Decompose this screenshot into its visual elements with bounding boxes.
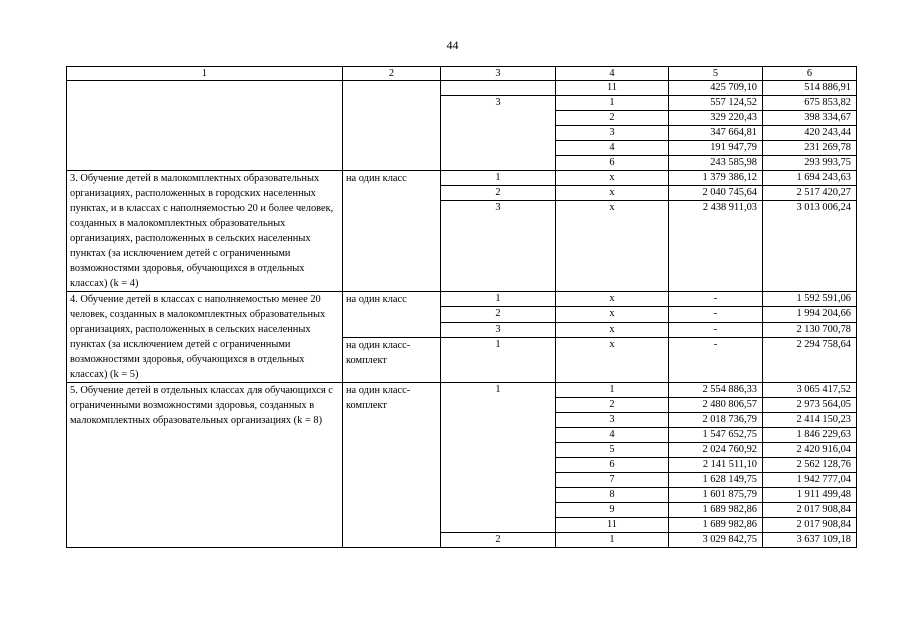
table-row (67, 383, 857, 398)
table-row (67, 171, 857, 186)
row-basis: на один класс-комплект (343, 337, 441, 382)
cell-c5: 1 628 149,75 (669, 473, 763, 488)
row-description: 4. Обучение детей в классах с наполняемостью менее 20 человек, созданных в малокомплектных образовательных организациях, расположенных в сельских населенных пунктах (за исключением детей с ограниченными возможностями здоровья, обучающихся в отдельных классах) (k = 5) (67, 292, 343, 383)
cell-c4: 3 (556, 413, 669, 428)
col-header: 1 (67, 67, 343, 81)
cell-c5: - (669, 307, 763, 322)
cell-c5: 1 601 875,79 (669, 488, 763, 503)
cell-c4: х (556, 322, 669, 337)
cell-c6: 2 562 128,76 (763, 458, 857, 473)
cell-c4: 11 (556, 518, 669, 533)
cell-c6: 1 911 499,48 (763, 488, 857, 503)
cell-c6: 2 017 908,84 (763, 518, 857, 533)
cell-c6: 3 065 417,52 (763, 383, 857, 398)
cell-c5: - (669, 337, 763, 382)
cell-c3 (441, 503, 556, 518)
cell-c4: х (556, 186, 669, 201)
cell-c5: 1 547 652,75 (669, 428, 763, 443)
cell-c4: 6 (556, 156, 669, 171)
cell-c5: 2 438 911,03 (669, 201, 763, 292)
cell-c3 (441, 443, 556, 458)
cell-c5: 191 947,79 (669, 141, 763, 156)
cell-c3 (441, 413, 556, 428)
cell-c4: х (556, 337, 669, 382)
cell-c3: 1 (441, 337, 556, 382)
cell-c6: 1 694 243,63 (763, 171, 857, 186)
cell-c4: х (556, 171, 669, 186)
continued-basis-cell (343, 81, 441, 171)
cell-c3: 2 (441, 186, 556, 201)
cell-c6: 1 846 229,63 (763, 428, 857, 443)
cell-c6: 2 420 916,04 (763, 443, 857, 458)
cell-c6: 420 243,44 (763, 126, 857, 141)
cell-c5: 329 220,43 (669, 111, 763, 126)
cell-c3: 1 (441, 292, 556, 307)
row-basis: на один класс-комплект (343, 383, 441, 548)
cell-c6: 3 013 006,24 (763, 201, 857, 292)
cell-c5: 425 709,10 (669, 81, 763, 96)
col-header: 3 (441, 67, 556, 81)
cell-c4: 6 (556, 458, 669, 473)
cell-c4: 1 (556, 533, 669, 548)
cell-c5: 1 689 982,86 (669, 503, 763, 518)
cell-c5: 2 024 760,92 (669, 443, 763, 458)
cell-c6: 293 993,75 (763, 156, 857, 171)
cell-c5: 2 040 745,64 (669, 186, 763, 201)
cell-c6: 514 886,91 (763, 81, 857, 96)
cell-c6: 2 294 758,64 (763, 337, 857, 382)
cell-c6: 2 017 908,84 (763, 503, 857, 518)
col-header: 5 (669, 67, 763, 81)
cell-c5: 243 585,98 (669, 156, 763, 171)
cell-c3: 2 (441, 533, 556, 548)
cell-c5: 2 141 511,10 (669, 458, 763, 473)
cell-c5: 1 379 386,12 (669, 171, 763, 186)
cell-c4: 9 (556, 503, 669, 518)
cell-c5: 2 018 736,79 (669, 413, 763, 428)
cell-c3: 1 (441, 171, 556, 186)
cell-c3 (441, 488, 556, 503)
cell-c6: 2 973 564,05 (763, 398, 857, 413)
cell-c3 (441, 81, 556, 96)
cell-c6: 675 853,82 (763, 96, 857, 111)
row-description: 3. Обучение детей в малокомплектных образовательных организациях, расположенных в городских населенных пунктах, и в классах с наполняемостью 20 и более человек, созданных в малокомплектных образовательных организациях, расположенных в сельских населенных пунктах (за исключением детей с ограниченными возможностями здоровья, обучающихся в отдельных классах) (k = 4) (67, 171, 343, 292)
continued-description-cell (67, 81, 343, 171)
cell-c4: 7 (556, 473, 669, 488)
row-basis: на один класс (343, 171, 441, 292)
cell-c6: 2 414 150,23 (763, 413, 857, 428)
col-header: 4 (556, 67, 669, 81)
cell-c4: 4 (556, 428, 669, 443)
table-row (67, 292, 857, 307)
cell-c3 (441, 458, 556, 473)
cell-c3 (441, 473, 556, 488)
cell-c4: 2 (556, 111, 669, 126)
cell-c4: 5 (556, 443, 669, 458)
cell-c3 (441, 126, 556, 141)
cell-c3 (441, 141, 556, 156)
cell-c6: 1 942 777,04 (763, 473, 857, 488)
row-description: 5. Обучение детей в отдельных классах для обучающихся с ограниченными возможностями здоровья, созданных в малокомплектных образовательных организациях (k = 8) (67, 383, 343, 548)
cell-c4: х (556, 292, 669, 307)
cell-c3: 1 (441, 383, 556, 398)
cell-c3: 3 (441, 201, 556, 292)
cell-c3 (441, 428, 556, 443)
cell-c4: 8 (556, 488, 669, 503)
cell-c5: 2 554 886,33 (669, 383, 763, 398)
page-number: 44 (446, 38, 459, 52)
cell-c5: 347 664,81 (669, 126, 763, 141)
cell-c5: 3 029 842,75 (669, 533, 763, 548)
cell-c4: х (556, 201, 669, 292)
cell-c5: - (669, 292, 763, 307)
cell-c3 (441, 518, 556, 533)
col-header: 6 (763, 67, 857, 81)
table-row (67, 81, 857, 96)
cell-c4: 4 (556, 141, 669, 156)
cell-c6: 2 130 700,78 (763, 322, 857, 337)
cell-c6: 1 592 591,06 (763, 292, 857, 307)
row-basis: на один класс (343, 292, 441, 338)
cell-c6: 231 269,78 (763, 141, 857, 156)
cell-c4: 2 (556, 398, 669, 413)
cell-c3 (441, 111, 556, 126)
cell-c4: 1 (556, 96, 669, 111)
cell-c4: 3 (556, 126, 669, 141)
cell-c4: 11 (556, 81, 669, 96)
cell-c5: 2 480 806,57 (669, 398, 763, 413)
cell-c4: 1 (556, 383, 669, 398)
cost-norms-table (66, 66, 857, 548)
cell-c3: 3 (441, 322, 556, 337)
cell-c3 (441, 156, 556, 171)
cell-c6: 1 994 204,66 (763, 307, 857, 322)
cell-c4: х (556, 307, 669, 322)
header-row (67, 67, 857, 81)
cell-c3: 2 (441, 307, 556, 322)
col-header: 2 (343, 67, 441, 81)
cell-c6: 3 637 109,18 (763, 533, 857, 548)
cell-c5: 557 124,52 (669, 96, 763, 111)
cell-c6: 398 334,67 (763, 111, 857, 126)
cell-c3: 3 (441, 96, 556, 111)
cell-c6: 2 517 420,27 (763, 186, 857, 201)
cell-c5: 1 689 982,86 (669, 518, 763, 533)
cell-c3 (441, 398, 556, 413)
cell-c5: - (669, 322, 763, 337)
